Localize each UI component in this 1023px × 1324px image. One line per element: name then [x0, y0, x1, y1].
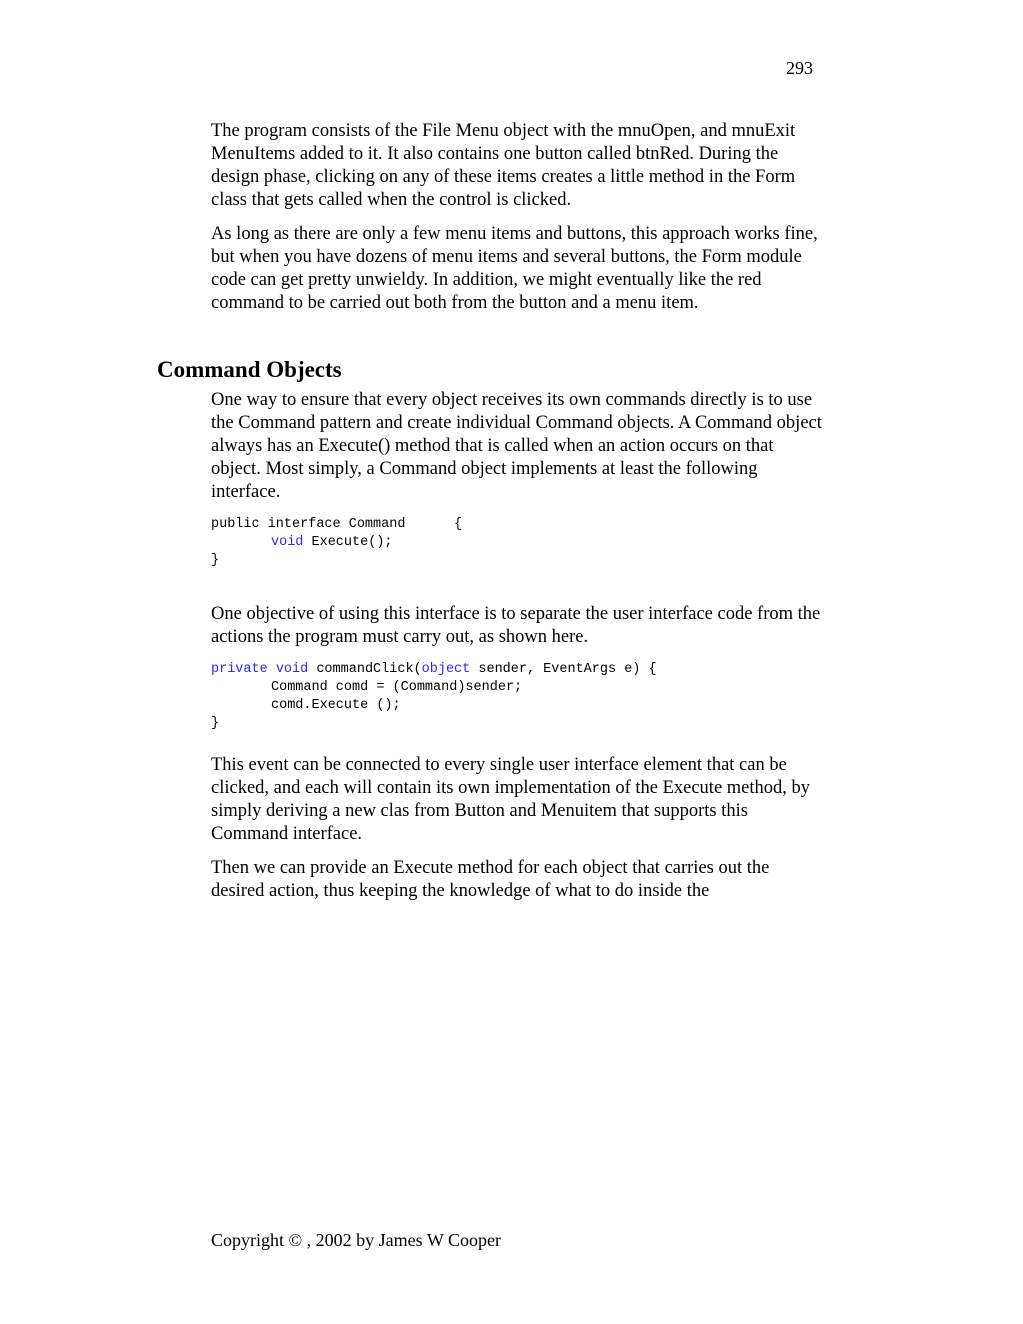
- paragraph: Then we can provide an Execute method for each object that carries out the desired action, thus keeping the knowledge of what to do inside the: [211, 858, 770, 901]
- paragraph: This event can be connected to every single user interface element that can be clicked, and each will contain its own implementation of the Execute method, by simply deriving a new clas from Button and Menuitem that supports this Command interface.: [211, 755, 811, 844]
- code-line: public interface Command {: [211, 517, 463, 532]
- code-keyword: private: [211, 662, 268, 677]
- paragraph: The program consists of the File Menu object with the mnuOpen, and mnuExit MenuItems added to it. It also contains one button called btnRed. During the design phase, clicking on any of these items creates a little method in the Form class that gets called when the control is clicked.: [211, 121, 796, 210]
- code-block-click-handler: [211, 661, 823, 733]
- page-number: 293: [786, 58, 813, 78]
- paragraph: One way to ensure that every object receives its own commands directly is to use the Command pattern and create individual Command objects. A Command object always has an Execute() method that is called when an action occurs on that object. Most simply, a Command object implements at least the following interface.: [211, 390, 822, 502]
- code-line: }: [211, 553, 220, 568]
- code-keyword: void: [271, 535, 304, 550]
- code-line: [211, 661, 823, 679]
- body-text-main: [211, 389, 823, 903]
- code-block-interface: [211, 516, 823, 570]
- copyright-footer: Copyright © , 2002 by James W Cooper: [211, 1230, 501, 1250]
- code-line: }: [211, 716, 220, 731]
- code-line: comd.Execute ();: [271, 698, 401, 713]
- paragraph: As long as there are only a few menu items and buttons, this approach works fine, but when you have dozens of menu items and several buttons, the Form module code can get pretty unwieldy. In addition, we might eventually like the red command to be carried out both from the button and a menu item.: [211, 224, 818, 313]
- body-text-top: [211, 120, 823, 315]
- code-keyword: void: [275, 662, 309, 677]
- section-heading: Command Objects: [157, 357, 342, 382]
- code-text: commandClick(: [308, 662, 422, 677]
- paragraph: One objective of using this interface is to separate the user interface code from the actions the program must carry out, as shown here.: [211, 604, 821, 647]
- code-text: Execute();: [303, 535, 393, 550]
- code-line: [211, 534, 823, 552]
- code-keyword: object: [421, 662, 471, 677]
- code-text: sender, EventArgs e) {: [470, 662, 657, 677]
- code-text: [268, 662, 276, 677]
- code-line: Command comd = (Command)sender;: [271, 680, 523, 695]
